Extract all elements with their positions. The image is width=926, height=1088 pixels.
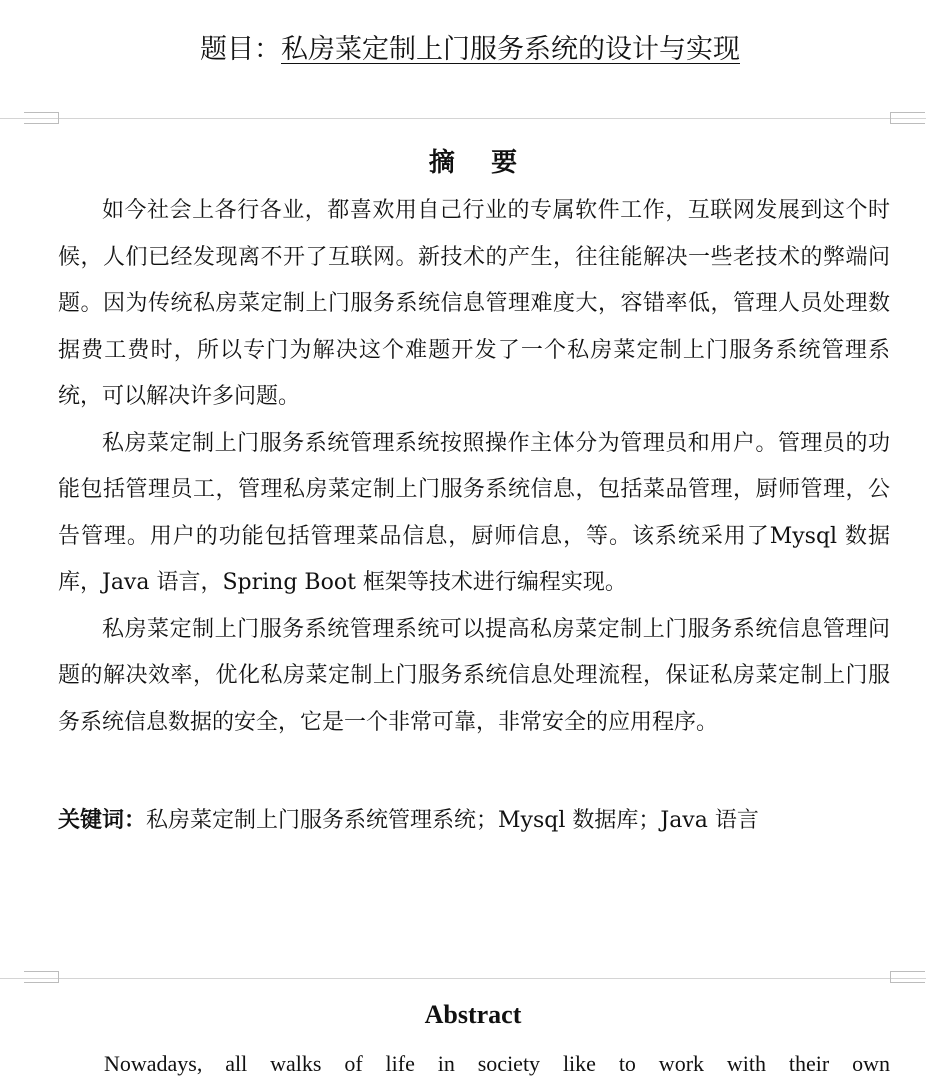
margin-mark-right bbox=[890, 112, 925, 124]
page-break-line bbox=[0, 978, 926, 979]
thesis-title bbox=[200, 30, 740, 70]
title-text: 私房菜定制上门服务系统的设计与实现 bbox=[281, 34, 740, 65]
margin-mark-left bbox=[24, 971, 59, 983]
abstract-en-first-line: Nowadays, all walks of life in society like to work with their own bbox=[104, 1051, 890, 1076]
abstract-cn-body bbox=[58, 188, 890, 746]
abstract-en-heading: Abstract bbox=[424, 1000, 522, 1029]
keywords-label: 关键词： bbox=[58, 807, 147, 833]
abstract-cn-paragraph: 私房菜定制上门服务系统管理系统可以提高私房菜定制上门服务系统信息管理问题的解决效率，优化私房菜定制上门服务系统信息处理流程，保证私房菜定制上门服务系统信息数据的安全，它是一个非常可靠，非常安全的应用程序。 bbox=[58, 616, 890, 735]
margin-mark-right bbox=[890, 971, 925, 983]
title-prefix: 题目： bbox=[200, 34, 281, 65]
keywords-text: 私房菜定制上门服务系统管理系统；Mysql 数据库；Java 语言 bbox=[146, 808, 759, 833]
abstract-cn-paragraph: 如今社会上各行各业，都喜欢用自己行业的专属软件工作，互联网发展到这个时候，人们已经发现离不开了互联网。新技术的产生，往往能解决一些老技术的弊端问题。因为传统私房菜定制上门服务系统信息管理难度大，容错率低，管理人员处理数据费工费时，所以专门为解决这个难题开发了一个私房菜定制上门服务系统管理系统，可以解决许多问题。 bbox=[58, 198, 890, 409]
keywords-line bbox=[58, 800, 890, 841]
abstract-cn-heading: 摘 要 bbox=[428, 148, 518, 178]
abstract-cn-paragraph: 私房菜定制上门服务系统管理系统按照操作主体分为管理员和用户。管理员的功能包括管理员工，管理私房菜定制上门服务系统信息，包括菜品管理，厨师管理，公告管理。用户的功能包括管理菜品信息，厨师信息，等。该系统采用了Mysql 数据库，Java 语言，Spring Boot 框架等技术进行编程实现。 bbox=[58, 430, 890, 595]
margin-mark-left bbox=[24, 112, 59, 124]
page-break-line bbox=[0, 118, 926, 119]
